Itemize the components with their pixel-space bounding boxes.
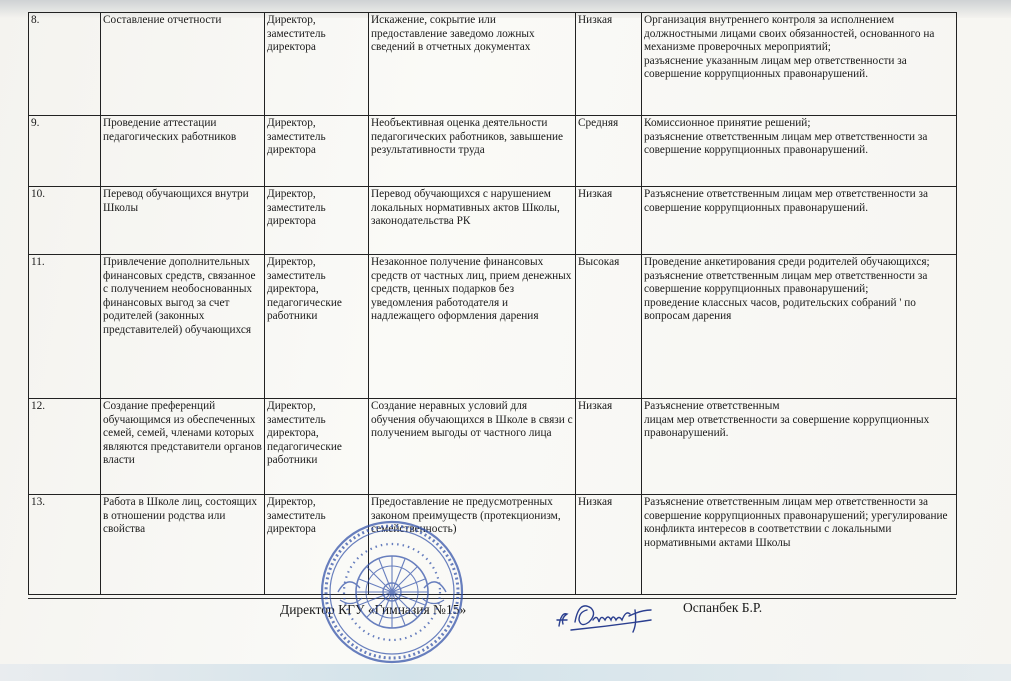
risk-level-cell: Низкая bbox=[576, 187, 642, 255]
row-number: 8. bbox=[29, 13, 101, 116]
responsible-cell: Директор, заместитель директора bbox=[265, 187, 369, 255]
risk-cell: Незаконное получение финансовых средств от частных лиц, прием денежных средств, ценных подарков без уведомления работодателя и надлежащего оформления дарения bbox=[369, 255, 576, 399]
risk-level-cell: Низкая bbox=[576, 495, 642, 595]
responsible-cell: Директор, заместитель директора bbox=[265, 13, 369, 116]
risk-cell: Предоставление не предусмотренных законом преимуществ (протекционизм, семейственность) bbox=[369, 495, 576, 595]
measures-cell: Организация внутреннего контроля за исполнением должностными лицами своих обязанностей, основанного на механизме проверочных мероприятий; разъяснение указанным лицам мер ответственности за совершение коррупционных правонарушений. bbox=[642, 13, 957, 116]
table-row bbox=[29, 116, 957, 187]
responsible-cell: Директор, заместитель директора bbox=[265, 495, 369, 595]
risk-cell: Необъективная оценка деятельности педагогических работников, завышение результативности труда bbox=[369, 116, 576, 187]
risk-cell: Перевод обучающихся с нарушением локальных нормативных актов Школы, законодательства РК bbox=[369, 187, 576, 255]
risk-level-cell: Низкая bbox=[576, 399, 642, 495]
table-body bbox=[29, 13, 957, 595]
row-number: 11. bbox=[29, 255, 101, 399]
row-number: 12. bbox=[29, 399, 101, 495]
signature-block bbox=[0, 598, 1011, 658]
footer-divider bbox=[28, 598, 956, 599]
handwritten-signature bbox=[553, 596, 665, 636]
row-number: 10. bbox=[29, 187, 101, 255]
table-row bbox=[29, 255, 957, 399]
director-label: Директор КГУ «Гимназия №15» bbox=[280, 602, 467, 617]
row-number: 13. bbox=[29, 495, 101, 595]
responsible-cell: Директор, заместитель директора, педагогические работники bbox=[265, 255, 369, 399]
page-bottom-edge bbox=[0, 664, 1011, 681]
process-cell: Перевод обучающихся внутри Школы bbox=[101, 187, 265, 255]
risk-cell: Искажение, сокрытие или предоставление заведомо ложных сведений в отчетных документах bbox=[369, 13, 576, 116]
table-row bbox=[29, 399, 957, 495]
measures-cell: Разъяснение ответственным лицам мер ответственности за совершение коррупционных правонарушений. bbox=[642, 399, 957, 495]
risk-level-cell: Средняя bbox=[576, 116, 642, 187]
responsible-cell: Директор, заместитель директора, педагогические работники bbox=[265, 399, 369, 495]
process-cell: Привлечение дополнительных финансовых средств, связанное с получением необоснованных финансовых выгод за счет родителей (законных представителей) обучающихся bbox=[101, 255, 265, 399]
official-seal-stamp bbox=[318, 518, 466, 666]
corruption-risk-table bbox=[28, 12, 957, 595]
process-cell: Создание преференций обучающимся из обеспеченных семей, семей, членами которых являются представители органов власти bbox=[101, 399, 265, 495]
measures-cell: Проведение анкетирования среди родителей обучающихся; разъяснение ответственным лицам мер ответственности за совершение коррупционных правонарушений; проведение классных часов, родительских собраний ' по вопросам дарения bbox=[642, 255, 957, 399]
table-row bbox=[29, 187, 957, 255]
risk-cell: Создание неравных условий для обучения обучающихся в Школе в связи с получением выгоды от частного лица bbox=[369, 399, 576, 495]
table-row bbox=[29, 13, 957, 116]
risk-level-cell: Высокая bbox=[576, 255, 642, 399]
measures-cell: Разъяснение ответственным лицам мер ответственности за совершение коррупционных правонарушений; урегулирование конфликта интересов в соответствии с локальными нормативными актами Школы bbox=[642, 495, 957, 595]
process-cell: Работа в Школе лиц, состоящих в отношении родства или свойства bbox=[101, 495, 265, 595]
risk-level-cell: Низкая bbox=[576, 13, 642, 116]
process-cell: Составление отчетности bbox=[101, 13, 265, 116]
process-cell: Проведение аттестации педагогических работников bbox=[101, 116, 265, 187]
measures-cell: Разъяснение ответственным лицам мер ответственности за совершение коррупционных правонарушений. bbox=[642, 187, 957, 255]
measures-cell: Комиссионное принятие решений; разъяснение ответственным лицам мер ответственности за совершение коррупционных правонарушений. bbox=[642, 116, 957, 187]
responsible-cell: Директор, заместитель директора bbox=[265, 116, 369, 187]
director-name: Оспанбек Б.Р. bbox=[683, 600, 763, 615]
row-number: 9. bbox=[29, 116, 101, 187]
table-row bbox=[29, 495, 957, 595]
